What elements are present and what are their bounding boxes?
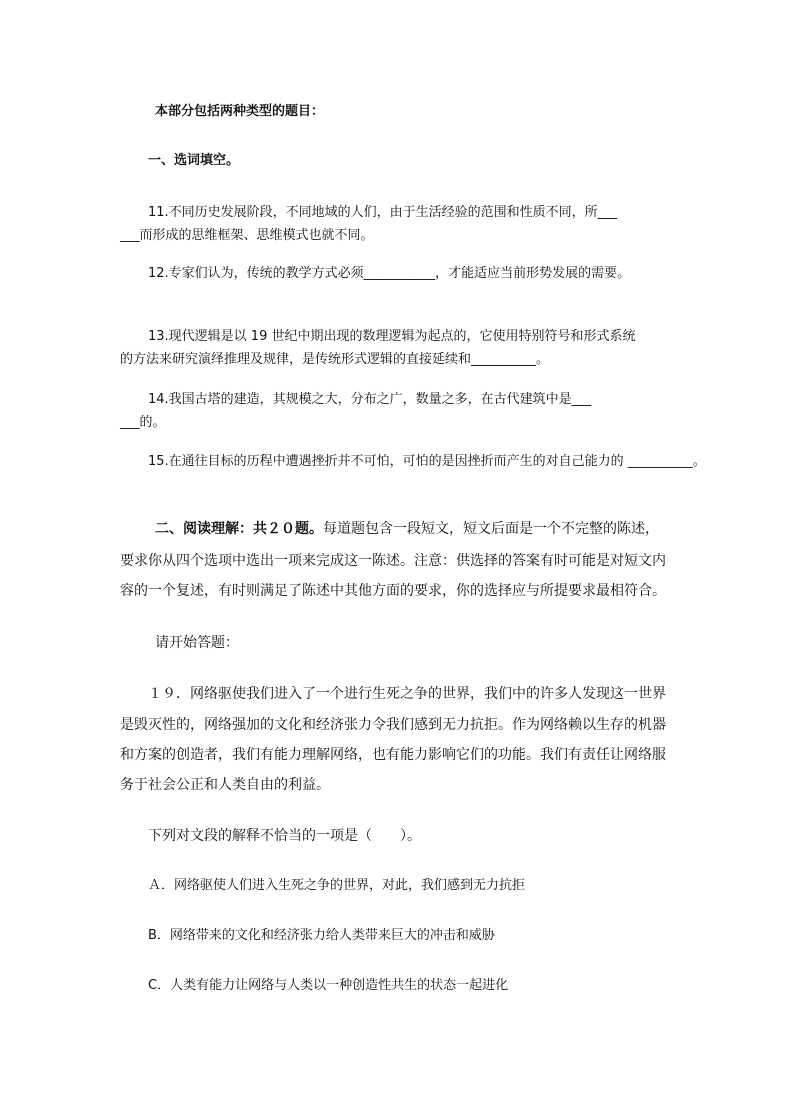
question-11-line2: ___而形成的思维框架、思维模式也就不同。 (120, 228, 374, 243)
section2-desc-line1: 每道题包含一段短文，短文后面是一个不完整的陈述， (323, 521, 659, 537)
section1-title: 一、选词填空。 (148, 153, 240, 168)
passage-line3: 和方案的创造者，我们有能力理解网络，也有能力影响它们的功能。我们有责任让网络服 (120, 747, 666, 763)
section2-desc-line2: 要求你从四个选项中选出一项来完成这一陈述。注意：供选择的答案有时可能是对短文内 (120, 553, 666, 569)
option-c: C．人类有能力让网络与人类以一种创造性共生的状态一起进化 (148, 978, 509, 993)
intro-text: 本部分包括两种类型的题目： (155, 104, 325, 119)
question-prompt: 下列对文段的解释不恰当的一项是（ ）。 (148, 828, 421, 844)
question-14-line2: ___的。 (120, 415, 166, 430)
question-11-line1: 11.不同历史发展阶段，不同地域的人们，由于生活经验的范围和性质不同，所___ (148, 205, 618, 220)
option-a: Ａ．网络驱使人们进入生死之争的世界，对此，我们感到无力抗拒 (148, 878, 526, 893)
section2-desc-line3: 容的一个复述，有时则满足了陈述中其他方面的要求，你的选择应与所提要求最相符合。 (120, 583, 666, 599)
passage-line2: 是毁灭性的，网络强加的文化和经济张力令我们感到无力抗拒。作为网络赖以生存的机器 (120, 717, 666, 733)
question-12: 12.专家们认为，传统的教学方式必须___________，才能适应当前形势发展的需要。 (148, 266, 631, 281)
section2-heading (155, 522, 659, 536)
section2-title: 二、阅读理解：共２０题。 (155, 521, 323, 537)
passage-line1: １９．网络驱使我们进入了一个进行生死之争的世界，我们中的许多人发现这一世界 (148, 686, 666, 702)
question-14-line1: 14.我国古塔的建造，其规模之大，分布之广，数量之多，在古代建筑中是___ (148, 392, 592, 407)
start-prompt: 请开始答题： (155, 635, 239, 651)
question-13-line1: 13.现代逻辑是以 19 世纪中期出现的数理逻辑为起点的，它使用特别符号和形式系统 (148, 329, 636, 344)
option-b: B．网络带来的文化和经济张力给人类带来巨大的冲击和威胁 (148, 928, 495, 943)
question-13-line2: 的方法来研究演绎推理及规律，是传统形式逻辑的直接延续和__________。 (120, 352, 550, 367)
question-15: 15.在通往目标的历程中遭遇挫折并不可怕，可怕的是因挫折而产生的对自己能力的 __________。 (148, 454, 706, 469)
passage-line4: 务于社会公正和人类自由的利益。 (120, 777, 330, 793)
